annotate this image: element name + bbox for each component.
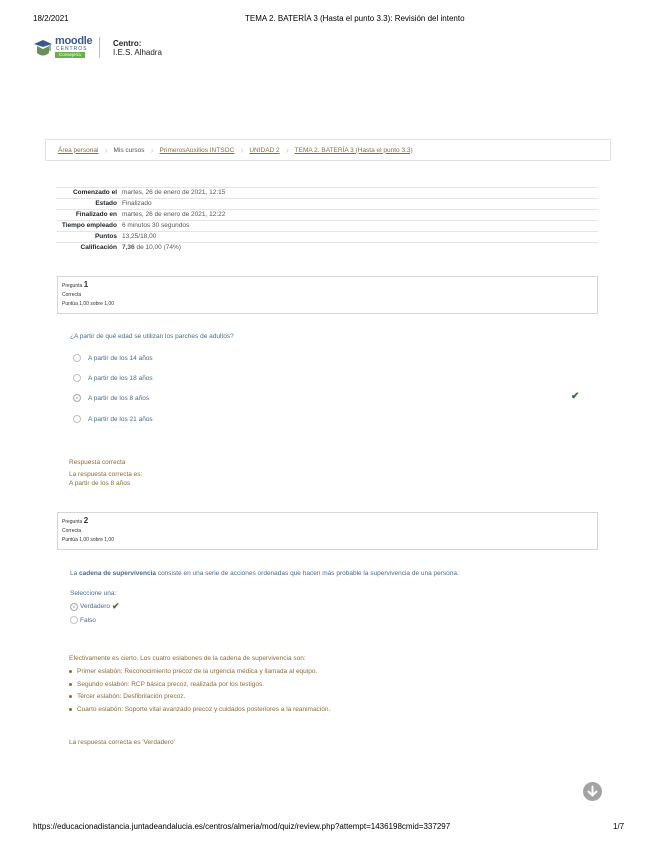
radio-icon[interactable] (73, 374, 81, 382)
summary-label: Comenzado el (72, 189, 117, 196)
summary-value: 6 minutos 30 segundos (122, 222, 190, 229)
logo-sub: CENTROS (56, 46, 88, 52)
select-prompt: Seleccione una: (70, 590, 117, 597)
q2-option-selected[interactable] (70, 601, 120, 612)
question-status: Correcta (62, 292, 82, 298)
question-2-info (57, 512, 598, 550)
correct-check-icon: ✔ (112, 601, 120, 611)
grade-value: 7,36 (122, 244, 135, 251)
summary-row (56, 243, 598, 254)
radio-checked-icon[interactable] (73, 394, 81, 402)
list-item: Tercer eslabón: Desfibrilación precoz. (69, 692, 589, 701)
summary-label: Tiempo empleado (61, 222, 117, 229)
summary-label: Finalizado en (75, 211, 117, 218)
breadcrumb-course[interactable]: PrimerosAuxilios INTSOC (159, 146, 235, 154)
centro-name: I.E.S. Alhadra (113, 48, 162, 57)
moodle-hat-icon (33, 37, 53, 59)
print-date: 18/2/2021 (33, 14, 69, 23)
breadcrumb-separator-icon: › (240, 145, 244, 155)
print-title: TEMA 2. BATERÍA 3 (Hasta el punto 3.3): Revisión del intento (245, 14, 465, 23)
arrow-down-icon (583, 782, 602, 801)
grade-rest: de 10,00 (74%) (134, 244, 181, 251)
summary-value: Finalizado (122, 200, 152, 207)
q1-option-label: A partir de los 21 años (88, 415, 153, 423)
logo-word: moodle (55, 35, 93, 47)
radio-checked-icon[interactable] (70, 603, 78, 611)
question-2-text (70, 570, 459, 577)
question-1-info (57, 276, 598, 314)
q1-option[interactable] (73, 354, 153, 362)
q2-option-label: Verdadero (80, 603, 110, 610)
summary-row (56, 199, 598, 210)
q2-right-answer: La respuesta correcta es 'Verdadero' (69, 739, 175, 746)
summary-value (122, 243, 598, 254)
q1-right-answer-label: La respuesta correcta es: (69, 471, 143, 478)
scroll-down-button[interactable] (583, 782, 602, 801)
q1-option-label: A partir de los 8 años (88, 394, 150, 402)
logo-divider (99, 37, 100, 58)
breadcrumb-separator-icon: › (104, 145, 108, 155)
breadcrumb-separator-icon: › (285, 145, 289, 155)
q1-right-answer: A partir de los 8 años (69, 480, 131, 487)
question-points: Puntúa 1,00 sobre 1,00 (62, 301, 114, 307)
site-logo[interactable] (33, 35, 173, 61)
summary-label: Estado (95, 200, 117, 207)
summary-row (56, 188, 598, 199)
q1-option-selected[interactable] (73, 394, 149, 402)
summary-row (56, 232, 598, 243)
q2-text-post: consiste en una serie de acciones ordenadas que hacen más probable la supervivencia de una persona. (156, 570, 459, 577)
q1-feedback-title: Respuesta correcta (69, 459, 126, 466)
summary-row (56, 221, 598, 232)
summary-value: martes, 26 de enero de 2021, 12:15 (122, 189, 226, 196)
breadcrumb-home[interactable]: Área personal (58, 146, 99, 154)
q2-feedback-intro: Efectivamente es cierto. Los cuatro eslabones de la cadena de supervivencia son: (69, 655, 306, 662)
breadcrumb-unit[interactable]: UNIDAD 2 (249, 146, 280, 154)
correct-check-icon: ✔ (571, 391, 580, 402)
q2-option[interactable] (70, 616, 96, 624)
question-points: Puntúa 1,00 sobre 1,00 (62, 537, 114, 543)
list-item: Cuarto eslabón: Soporte vital avanzado precoz y cuidados posteriores a la reanimación. (69, 705, 589, 714)
question-number: 1 (83, 280, 89, 289)
q2-feedback (69, 654, 589, 717)
summary-value: martes, 26 de enero de 2021, 12:22 (122, 211, 226, 218)
q2-option-label: Falso (80, 616, 96, 624)
q1-option-label: A partir de los 14 años (88, 354, 153, 362)
print-url: https://educacionadistancia.juntadeandalucia.es/centros/almeria/mod/quiz/review.php?attempt=1436198cmid=337297 (33, 822, 451, 831)
summary-row (56, 210, 598, 221)
question-status: Correcta (62, 528, 82, 534)
print-page-number: 1/7 (613, 822, 625, 831)
q2-text-pre: La (70, 570, 80, 577)
breadcrumb (45, 139, 611, 161)
q2-text-bold: cadena de supervivencia (79, 570, 157, 577)
breadcrumb-quiz[interactable]: TEMA 2. BATERÍA 3 (Hasta el punto 3.3) (294, 146, 413, 154)
radio-icon[interactable] (73, 415, 81, 423)
centro-label: Centro: (113, 39, 142, 48)
list-item: Segundo eslabón: RCP básica precoz, realizada por los testigos. (69, 680, 589, 689)
q1-feedback (69, 458, 142, 488)
q1-option-label: A partir de los 18 años (88, 374, 153, 382)
q1-option[interactable] (73, 415, 153, 423)
radio-icon[interactable] (70, 616, 78, 624)
breadcrumb-my-courses[interactable]: Mis cursos (113, 146, 145, 154)
summary-label: Calificación (80, 244, 117, 251)
attempt-summary-table (56, 187, 598, 253)
question-label: Pregunta (62, 283, 83, 289)
question-label: Pregunta (62, 519, 83, 525)
logo-badge: Consejería (55, 52, 85, 58)
q2-feedback-list (69, 667, 589, 714)
breadcrumb-separator-icon: › (150, 145, 154, 155)
list-item: Primer eslabón: Reconocimiento precoz de la urgencia médica y llamada al equipo. (69, 667, 589, 676)
question-number: 2 (83, 516, 89, 525)
summary-label: Puntos (94, 233, 117, 240)
question-1-text: ¿A partir de qué edad se utilizan los parches de adultos? (70, 333, 234, 340)
radio-icon[interactable] (73, 354, 81, 362)
q1-option[interactable] (73, 374, 153, 382)
summary-value: 13,25/18,00 (122, 233, 157, 240)
